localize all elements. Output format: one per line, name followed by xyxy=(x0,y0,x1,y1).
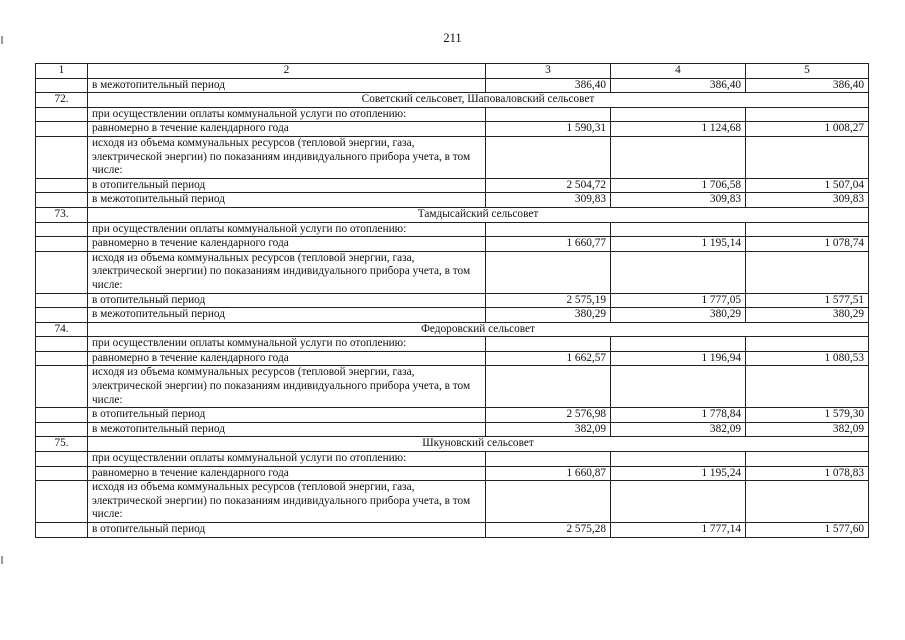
row-label: исходя из объема коммунальных ресурсов (тепловой энергии, газа, электрической энергии) по показаниям индивидуального прибора учета, в том числе: xyxy=(88,481,486,523)
value-col-5: 1 507,04 xyxy=(746,178,869,193)
value-col-4: 1 195,24 xyxy=(611,466,746,481)
value-col-5 xyxy=(746,251,869,293)
value-col-5: 1 579,30 xyxy=(746,408,869,423)
value-col-5 xyxy=(746,136,869,178)
row-label: в межотопительный период xyxy=(88,308,486,323)
value-col-5: 1 008,27 xyxy=(746,122,869,137)
row-label: равномерно в течение календарного года xyxy=(88,466,486,481)
value-col-4: 1 778,84 xyxy=(611,408,746,423)
value-col-3 xyxy=(486,136,611,178)
value-col-5: 1 078,74 xyxy=(746,237,869,252)
column-header-5: 5 xyxy=(746,64,869,79)
row-label: в отопительный период xyxy=(88,523,486,538)
table-row xyxy=(36,122,869,137)
value-col-5: 380,29 xyxy=(746,308,869,323)
value-col-5: 1 577,60 xyxy=(746,523,869,538)
value-col-3: 1 662,57 xyxy=(486,351,611,366)
row-label: в отопительный период xyxy=(88,178,486,193)
value-col-4: 1 777,05 xyxy=(611,293,746,308)
value-col-5 xyxy=(746,107,869,122)
value-col-3 xyxy=(486,366,611,408)
row-number-cell xyxy=(36,122,88,137)
row-number-cell xyxy=(36,107,88,122)
table-row xyxy=(36,237,869,252)
row-label: исходя из объема коммунальных ресурсов (тепловой энергии, газа, электрической энергии) по показаниям индивидуального прибора учета, в том числе: xyxy=(88,251,486,293)
value-col-5 xyxy=(746,481,869,523)
scan-mark xyxy=(1,556,3,564)
value-col-3: 1 590,31 xyxy=(486,122,611,137)
value-col-5: 1 080,53 xyxy=(746,351,869,366)
row-label: равномерно в течение календарного года xyxy=(88,351,486,366)
value-col-5 xyxy=(746,222,869,237)
section-row xyxy=(36,93,869,108)
value-col-4 xyxy=(611,222,746,237)
row-number-cell xyxy=(36,408,88,423)
table-row xyxy=(36,78,869,93)
value-col-5 xyxy=(746,337,869,352)
value-col-4 xyxy=(611,481,746,523)
section-title: Шкуновский сельсовет xyxy=(88,437,869,452)
row-number-cell xyxy=(36,523,88,538)
section-number: 72. xyxy=(36,93,88,108)
section-title: Советский сельсовет, Шаповаловский сельсовет xyxy=(88,93,869,108)
section-row xyxy=(36,322,869,337)
row-number-cell xyxy=(36,237,88,252)
value-col-3: 386,40 xyxy=(486,78,611,93)
table-row xyxy=(36,466,869,481)
table-row xyxy=(36,366,869,408)
table-row xyxy=(36,452,869,467)
table-row xyxy=(36,107,869,122)
row-number-cell xyxy=(36,293,88,308)
table-row xyxy=(36,337,869,352)
value-col-4: 1 124,68 xyxy=(611,122,746,137)
value-col-4: 1 196,94 xyxy=(611,351,746,366)
table-row xyxy=(36,481,869,523)
row-label: в отопительный период xyxy=(88,408,486,423)
value-col-4 xyxy=(611,337,746,352)
section-number: 74. xyxy=(36,322,88,337)
page-number: 211 xyxy=(443,31,462,45)
row-label: исходя из объема коммунальных ресурсов (тепловой энергии, газа, электрической энергии) по показаниям индивидуального прибора учета, в том числе: xyxy=(88,136,486,178)
table-row xyxy=(36,251,869,293)
value-col-4: 1 195,14 xyxy=(611,237,746,252)
value-col-3: 1 660,77 xyxy=(486,237,611,252)
column-number-row xyxy=(36,64,869,79)
value-col-3 xyxy=(486,251,611,293)
value-col-3 xyxy=(486,222,611,237)
table-row xyxy=(36,351,869,366)
row-label: при осуществлении оплаты коммунальной услуги по отоплению: xyxy=(88,107,486,122)
value-col-4 xyxy=(611,107,746,122)
row-label: в межотопительный период xyxy=(88,78,486,93)
value-col-4 xyxy=(611,136,746,178)
row-label: равномерно в течение календарного года xyxy=(88,122,486,137)
row-number-cell xyxy=(36,251,88,293)
value-col-4: 380,29 xyxy=(611,308,746,323)
value-col-3: 380,29 xyxy=(486,308,611,323)
value-col-5 xyxy=(746,452,869,467)
value-col-5: 309,83 xyxy=(746,193,869,208)
value-col-5: 386,40 xyxy=(746,78,869,93)
value-col-3: 2 575,28 xyxy=(486,523,611,538)
row-number-cell xyxy=(36,466,88,481)
value-col-5: 1 078,83 xyxy=(746,466,869,481)
table-row xyxy=(36,293,869,308)
row-label: равномерно в течение календарного года xyxy=(88,237,486,252)
value-col-3 xyxy=(486,107,611,122)
row-number-cell xyxy=(36,178,88,193)
value-col-4: 1 777,14 xyxy=(611,523,746,538)
row-label: исходя из объема коммунальных ресурсов (тепловой энергии, газа, электрической энергии) по показаниям индивидуального прибора учета, в том числе: xyxy=(88,366,486,408)
value-col-3 xyxy=(486,452,611,467)
section-title: Тамдысайский сельсовет xyxy=(88,207,869,222)
column-header-2: 2 xyxy=(88,64,486,79)
row-label: при осуществлении оплаты коммунальной услуги по отоплению: xyxy=(88,337,486,352)
value-col-4: 309,83 xyxy=(611,193,746,208)
value-col-4: 1 706,58 xyxy=(611,178,746,193)
table-row xyxy=(36,308,869,323)
row-number-cell xyxy=(36,337,88,352)
value-col-3: 382,09 xyxy=(486,422,611,437)
tariff-table xyxy=(35,63,869,538)
table-row xyxy=(36,136,869,178)
section-title: Федоровский сельсовет xyxy=(88,322,869,337)
value-col-5: 1 577,51 xyxy=(746,293,869,308)
row-number-cell xyxy=(36,78,88,93)
row-number-cell xyxy=(36,422,88,437)
section-row xyxy=(36,207,869,222)
value-col-4 xyxy=(611,452,746,467)
value-col-3 xyxy=(486,337,611,352)
value-col-3: 309,83 xyxy=(486,193,611,208)
row-number-cell xyxy=(36,481,88,523)
value-col-4 xyxy=(611,366,746,408)
value-col-4 xyxy=(611,251,746,293)
row-number-cell xyxy=(36,222,88,237)
value-col-3: 2 576,98 xyxy=(486,408,611,423)
value-col-5: 382,09 xyxy=(746,422,869,437)
value-col-4: 386,40 xyxy=(611,78,746,93)
table-row xyxy=(36,193,869,208)
row-number-cell xyxy=(36,136,88,178)
row-label: в межотопительный период xyxy=(88,422,486,437)
row-number-cell xyxy=(36,366,88,408)
row-label: в межотопительный период xyxy=(88,193,486,208)
column-header-4: 4 xyxy=(611,64,746,79)
table-row xyxy=(36,222,869,237)
table-row xyxy=(36,408,869,423)
table-row xyxy=(36,523,869,538)
table-row xyxy=(36,422,869,437)
section-row xyxy=(36,437,869,452)
value-col-3 xyxy=(486,481,611,523)
section-number: 73. xyxy=(36,207,88,222)
table-row xyxy=(36,178,869,193)
value-col-3: 1 660,87 xyxy=(486,466,611,481)
row-label: при осуществлении оплаты коммунальной услуги по отоплению: xyxy=(88,452,486,467)
value-col-5 xyxy=(746,366,869,408)
column-header-1: 1 xyxy=(36,64,88,79)
row-number-cell xyxy=(36,452,88,467)
row-number-cell xyxy=(36,308,88,323)
value-col-4: 382,09 xyxy=(611,422,746,437)
section-number: 75. xyxy=(36,437,88,452)
column-header-3: 3 xyxy=(486,64,611,79)
value-col-3: 2 504,72 xyxy=(486,178,611,193)
row-label: при осуществлении оплаты коммунальной услуги по отоплению: xyxy=(88,222,486,237)
scan-mark xyxy=(1,36,3,44)
row-number-cell xyxy=(36,193,88,208)
value-col-3: 2 575,19 xyxy=(486,293,611,308)
row-label: в отопительный период xyxy=(88,293,486,308)
tariff-table-body xyxy=(36,64,869,538)
row-number-cell xyxy=(36,351,88,366)
